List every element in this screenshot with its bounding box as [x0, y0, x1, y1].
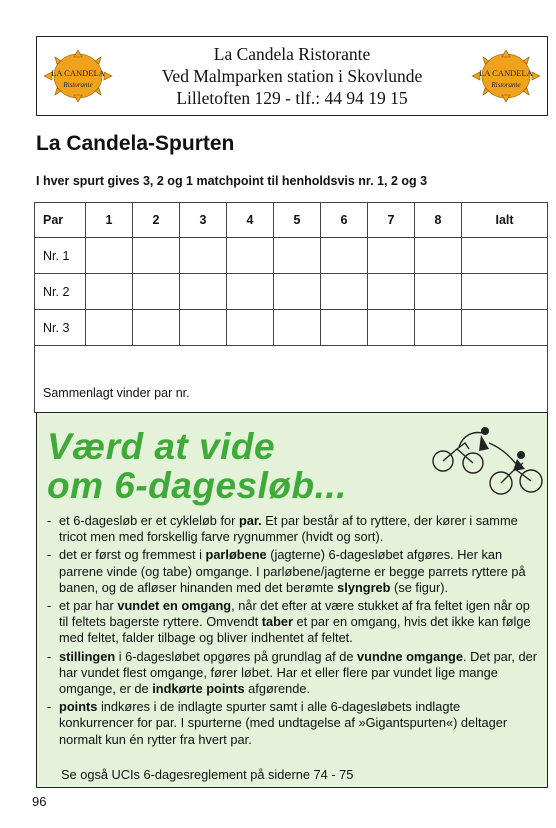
item-text: (jagterne) 6-dagesløbet afgøres. Her kan parrene vinde (og tabe) omgange. I parløbene/jagterne er begge parrets ryttere på banen, og de afløser hinanden med det berømte — [59, 547, 526, 595]
list-item — [45, 598, 537, 647]
score-cell — [274, 238, 321, 274]
col-header-6: 6 — [321, 203, 368, 238]
col-header-5: 5 — [274, 203, 321, 238]
score-cell — [462, 274, 548, 310]
col-header-3: 3 — [180, 203, 227, 238]
table-row — [35, 274, 548, 310]
score-cell — [462, 238, 548, 274]
score-cell — [86, 238, 133, 274]
score-cell — [462, 310, 548, 346]
col-header-4: 4 — [227, 203, 274, 238]
info-heading-line1: Værd at vide — [47, 426, 276, 467]
item-text: Et par består af to ryttere, der kører i samme tricot men med forskellig farve rygnummer (hvidt og sort). — [59, 513, 518, 545]
score-table-header — [35, 203, 548, 238]
row-label-2: Nr. 2 — [35, 274, 86, 310]
score-cell — [415, 274, 462, 310]
score-cell — [86, 310, 133, 346]
item-text: et 6-dagesløb er et cykleløb for — [59, 513, 239, 528]
score-cell — [368, 238, 415, 274]
score-cell — [86, 274, 133, 310]
item-text: et par en omgang, hvis det ikke kan følge med feltet, falder tilbage og bliver indhentet af feltet. — [59, 614, 531, 646]
bold-term: stillingen — [59, 648, 116, 664]
row-label-3: Nr. 3 — [35, 310, 86, 346]
col-header-1: 1 — [86, 203, 133, 238]
bold-term: vundne omgange — [357, 648, 463, 664]
score-cell — [180, 238, 227, 274]
item-text: et par har — [59, 598, 118, 614]
overall-winner-label: Sammenlagt vinder par nr. — [35, 346, 548, 413]
bold-term: points — [59, 699, 98, 715]
list-item — [45, 547, 537, 596]
score-cell — [133, 310, 180, 346]
info-heading-line2: om 6-dagesløb... — [47, 465, 347, 506]
score-cell — [227, 310, 274, 346]
svg-text:LA CANDELA: LA CANDELA — [51, 68, 105, 78]
item-text: . Det par, der har vundet flest omgange, fører løbet. Har et eller flere par vundet lige mange omgange, er de — [59, 648, 537, 697]
info-list — [45, 513, 537, 750]
score-cell — [227, 238, 274, 274]
svg-text:LA CANDELA: LA CANDELA — [479, 68, 533, 78]
list-item — [45, 699, 537, 748]
col-header-8: 8 — [415, 203, 462, 238]
bold-term: slyngreb — [337, 579, 391, 595]
item-text: i 6-dagesløbet opgøres på grundlag af de — [115, 648, 358, 664]
col-header-total: Ialt — [462, 203, 548, 238]
restaurant-ad — [36, 36, 548, 116]
score-cell — [133, 238, 180, 274]
score-cell — [321, 274, 368, 310]
bold-term: indkørte points — [152, 681, 245, 697]
ad-line-name: La Candela Ristorante — [213, 44, 371, 64]
ad-line-address: Lilletoften 129 - tlf.: 44 94 19 15 — [176, 88, 408, 108]
page-title: La Candela-Spurten — [36, 132, 235, 155]
bold-term: taber — [261, 614, 293, 630]
la-candela-logo-right — [471, 49, 541, 103]
score-cell — [368, 310, 415, 346]
score-cell — [274, 274, 321, 310]
table-row — [35, 238, 548, 274]
ad-text — [117, 43, 467, 109]
bold-term: par. — [238, 513, 262, 528]
list-item — [45, 513, 537, 545]
ad-line-location: Ved Malmparken station i Skovlunde — [161, 66, 423, 86]
score-cell — [180, 274, 227, 310]
score-cell — [321, 310, 368, 346]
bold-term: vundet en omgang — [117, 598, 232, 614]
svg-text:Ristorante: Ristorante — [63, 81, 93, 89]
score-cell — [368, 274, 415, 310]
svg-text:Ristorante: Ristorante — [491, 81, 521, 89]
score-cell — [321, 238, 368, 274]
page-number: 96 — [32, 794, 47, 809]
see-also-note: Se også UCIs 6-dagesreglement på siderne 74 - 75 — [61, 767, 354, 782]
row-label-1: Nr. 1 — [35, 238, 86, 274]
la-candela-logo-left — [43, 49, 113, 103]
table-total-row — [35, 346, 548, 413]
col-header-2: 2 — [133, 203, 180, 238]
score-cell — [415, 310, 462, 346]
score-cell — [227, 274, 274, 310]
item-text: det er først og fremmest i — [59, 547, 206, 563]
score-cell — [415, 238, 462, 274]
score-table — [34, 202, 548, 413]
score-cell — [133, 274, 180, 310]
bold-term: parløbene — [205, 547, 267, 563]
score-cell — [180, 310, 227, 346]
list-item — [45, 649, 537, 698]
item-text: afgørende. — [244, 681, 311, 697]
col-header-7: 7 — [368, 203, 415, 238]
points-rule: I hver spurt gives 3, 2 og 1 matchpoint til henholdsvis nr. 1, 2 og 3 — [36, 174, 428, 188]
info-box — [36, 412, 548, 788]
score-cell — [274, 310, 321, 346]
info-heading — [47, 427, 347, 505]
item-text: (se figur). — [390, 579, 449, 595]
table-row — [35, 310, 548, 346]
item-text: , når det efter at være stukket af fra feltet igen når op til feltets bagerste ryttere. Omvendt — [59, 598, 530, 630]
col-header-par: Par — [35, 203, 86, 238]
cyclists-illustration — [429, 421, 543, 501]
item-text: indkøres i de indlagte spurter samt i alle 6-dagesløbets indlagte konkurrencer for par. I spurterne (med undtagelse af »Gigantspurten«) deltager normalt kun én rytter fra hvert par. — [59, 699, 508, 747]
